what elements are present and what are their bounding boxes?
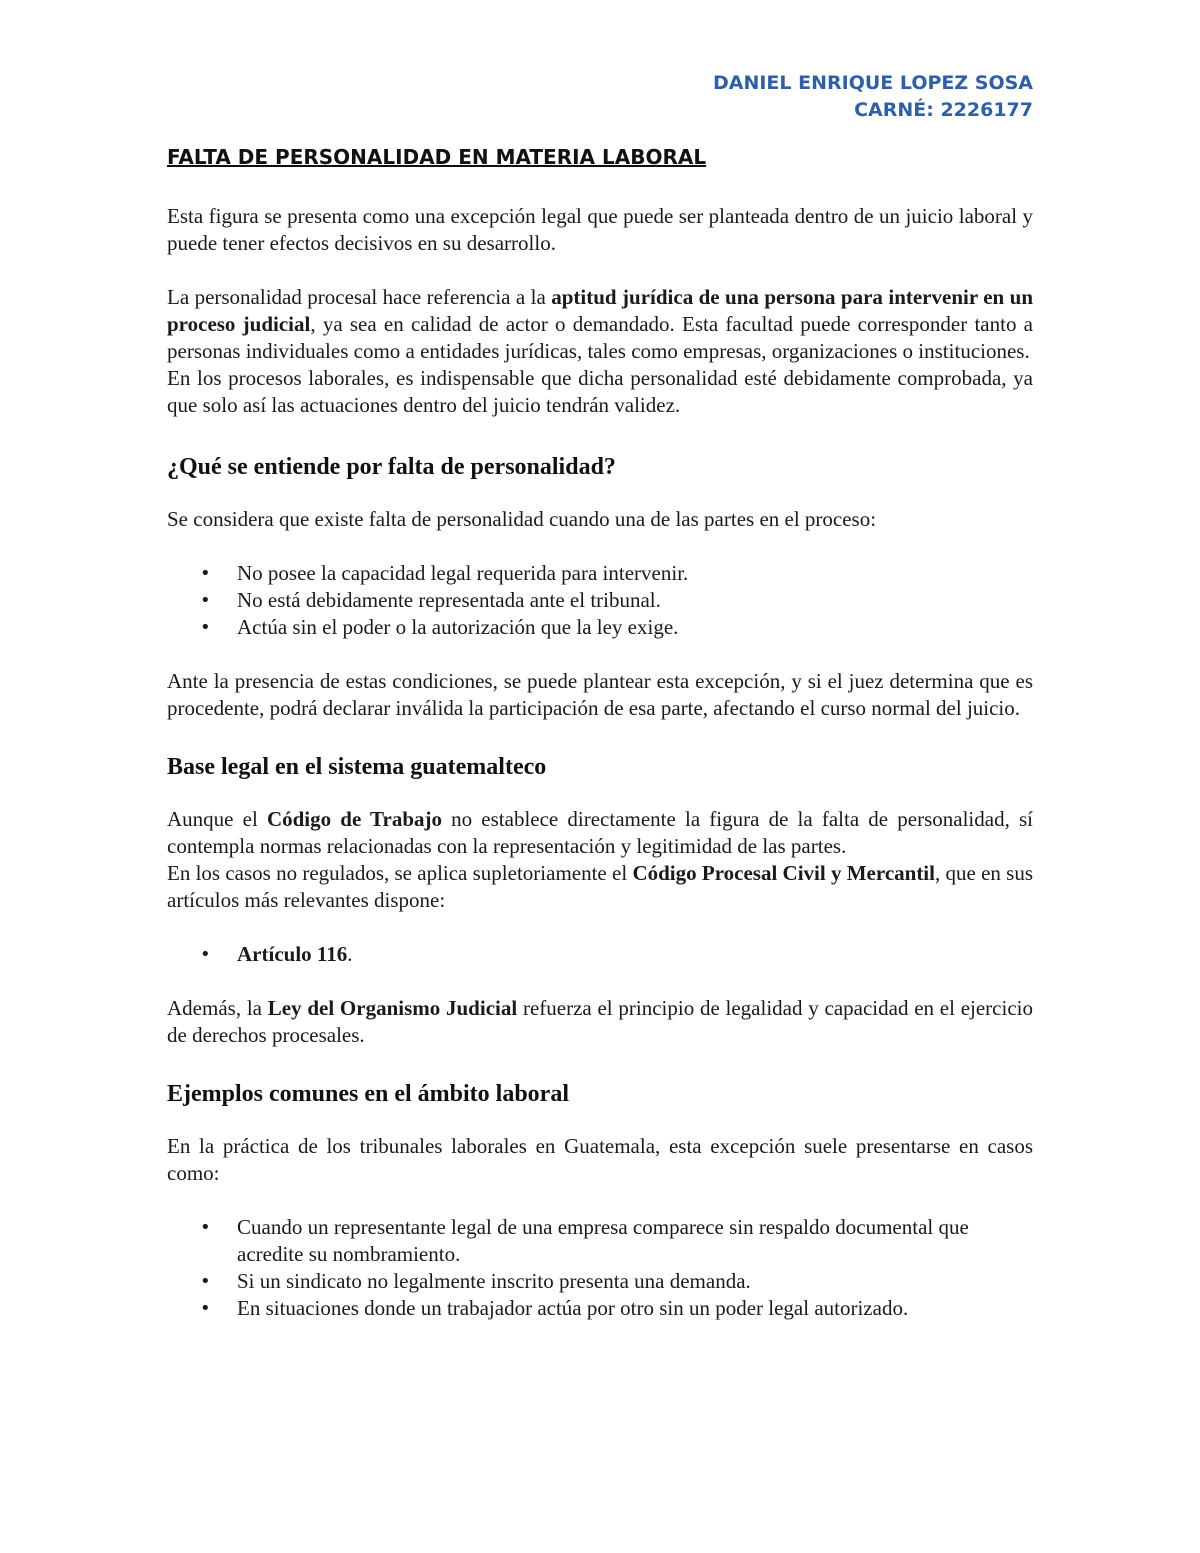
text-run: Además, la	[167, 996, 268, 1020]
text-run: refuerza el principio de legalidad y capacidad en el ejercicio de derechos procesales.	[167, 996, 1033, 1047]
list-item: • No está debidamente representada ante el tribunal.	[167, 587, 1033, 614]
document-title: FALTA DE PERSONALIDAD EN MATERIA LABORAL	[167, 145, 707, 169]
bold-run: Ley del Organismo Judicial	[267, 996, 518, 1020]
list-item: • Actúa sin el poder o la autorización que la ley exige.	[167, 614, 1033, 641]
text-run: , que en sus artículos más relevantes dispone:	[167, 861, 1033, 912]
list-item	[167, 941, 1033, 968]
document-body	[167, 203, 1033, 1322]
text-run: no establece directamente la figura de la falta de personalidad, sí contempla normas relacionadas con la representación y legitimidad de las partes.	[167, 807, 1033, 858]
text-run: En los casos no regulados, se aplica supletoriamente el	[167, 861, 633, 885]
student-id: CARNÉ: 2226177	[854, 99, 1033, 121]
document-header	[713, 70, 1033, 124]
list-item: • En situaciones donde un trabajador actúa por otro sin un poder legal autorizado.	[167, 1295, 1033, 1322]
list-item: • Si un sindicato no legalmente inscrito presenta una demanda.	[167, 1268, 1033, 1295]
section-heading-legal-basis: Base legal en el sistema guatemalteco	[167, 754, 547, 780]
examples-lead: En la práctica de los tribunales laborales en Guatemala, esta excepción suele presentarse en casos como:	[167, 1134, 1033, 1185]
civil-code-paragraph	[167, 860, 1033, 914]
personality-paragraph	[167, 284, 1033, 365]
list-item: • No posee la capacidad legal requerida para intervenir.	[167, 560, 1033, 587]
definition-lead: Se considera que existe falta de personalidad cuando una de las partes en el proceso:	[167, 507, 877, 531]
intro-paragraph: Esta figura se presenta como una excepción legal que puede ser planteada dentro de un juicio laboral y puede tener efectos decisivos en su desarrollo.	[167, 204, 1033, 255]
text-run: Aunque el	[167, 807, 267, 831]
section-heading-definition: ¿Qué se entiende por falta de personalidad?	[167, 454, 616, 480]
definition-closing: Ante la presencia de estas condiciones, se puede plantear esta excepción, y si el juez determina que es procedente, podrá declarar inválida la participación de esa parte, afectando el curso normal del juicio.	[167, 669, 1033, 720]
bold-run: Código de Trabajo	[266, 807, 442, 831]
author-name: DANIEL ENRIQUE LOPEZ SOSA	[712, 72, 1033, 94]
bold-run: Código Procesal Civil y Mercantil	[632, 861, 935, 885]
validity-paragraph: En los procesos laborales, es indispensable que dicha personalidad esté debidamente comprobada, ya que solo así las actuaciones dentro del juicio tendrán validez.	[167, 366, 1033, 417]
labor-code-paragraph	[167, 806, 1033, 860]
bold-run: aptitud jurídica de una persona para intervenir en un proceso judicial	[167, 285, 1033, 336]
text-run: La personalidad procesal hace referencia a la	[167, 285, 552, 309]
examples-list	[167, 1214, 1033, 1322]
judicial-law-paragraph	[167, 995, 1033, 1049]
definition-list	[167, 560, 1033, 641]
list-item: • Cuando un representante legal de una empresa comparece sin respaldo documental que acredite su nombramiento.	[167, 1214, 1033, 1268]
text-run: , ya sea en calidad de actor o demandado. Esta facultad puede corresponder tanto a personas individuales como a entidades jurídicas, tales como empresas, organizaciones o instituciones.	[167, 312, 1033, 363]
bold-run: Artículo 116	[237, 942, 348, 966]
text-run: .	[347, 942, 353, 966]
article-list	[167, 941, 1033, 968]
section-heading-examples: Ejemplos comunes en el ámbito laboral	[167, 1081, 569, 1107]
